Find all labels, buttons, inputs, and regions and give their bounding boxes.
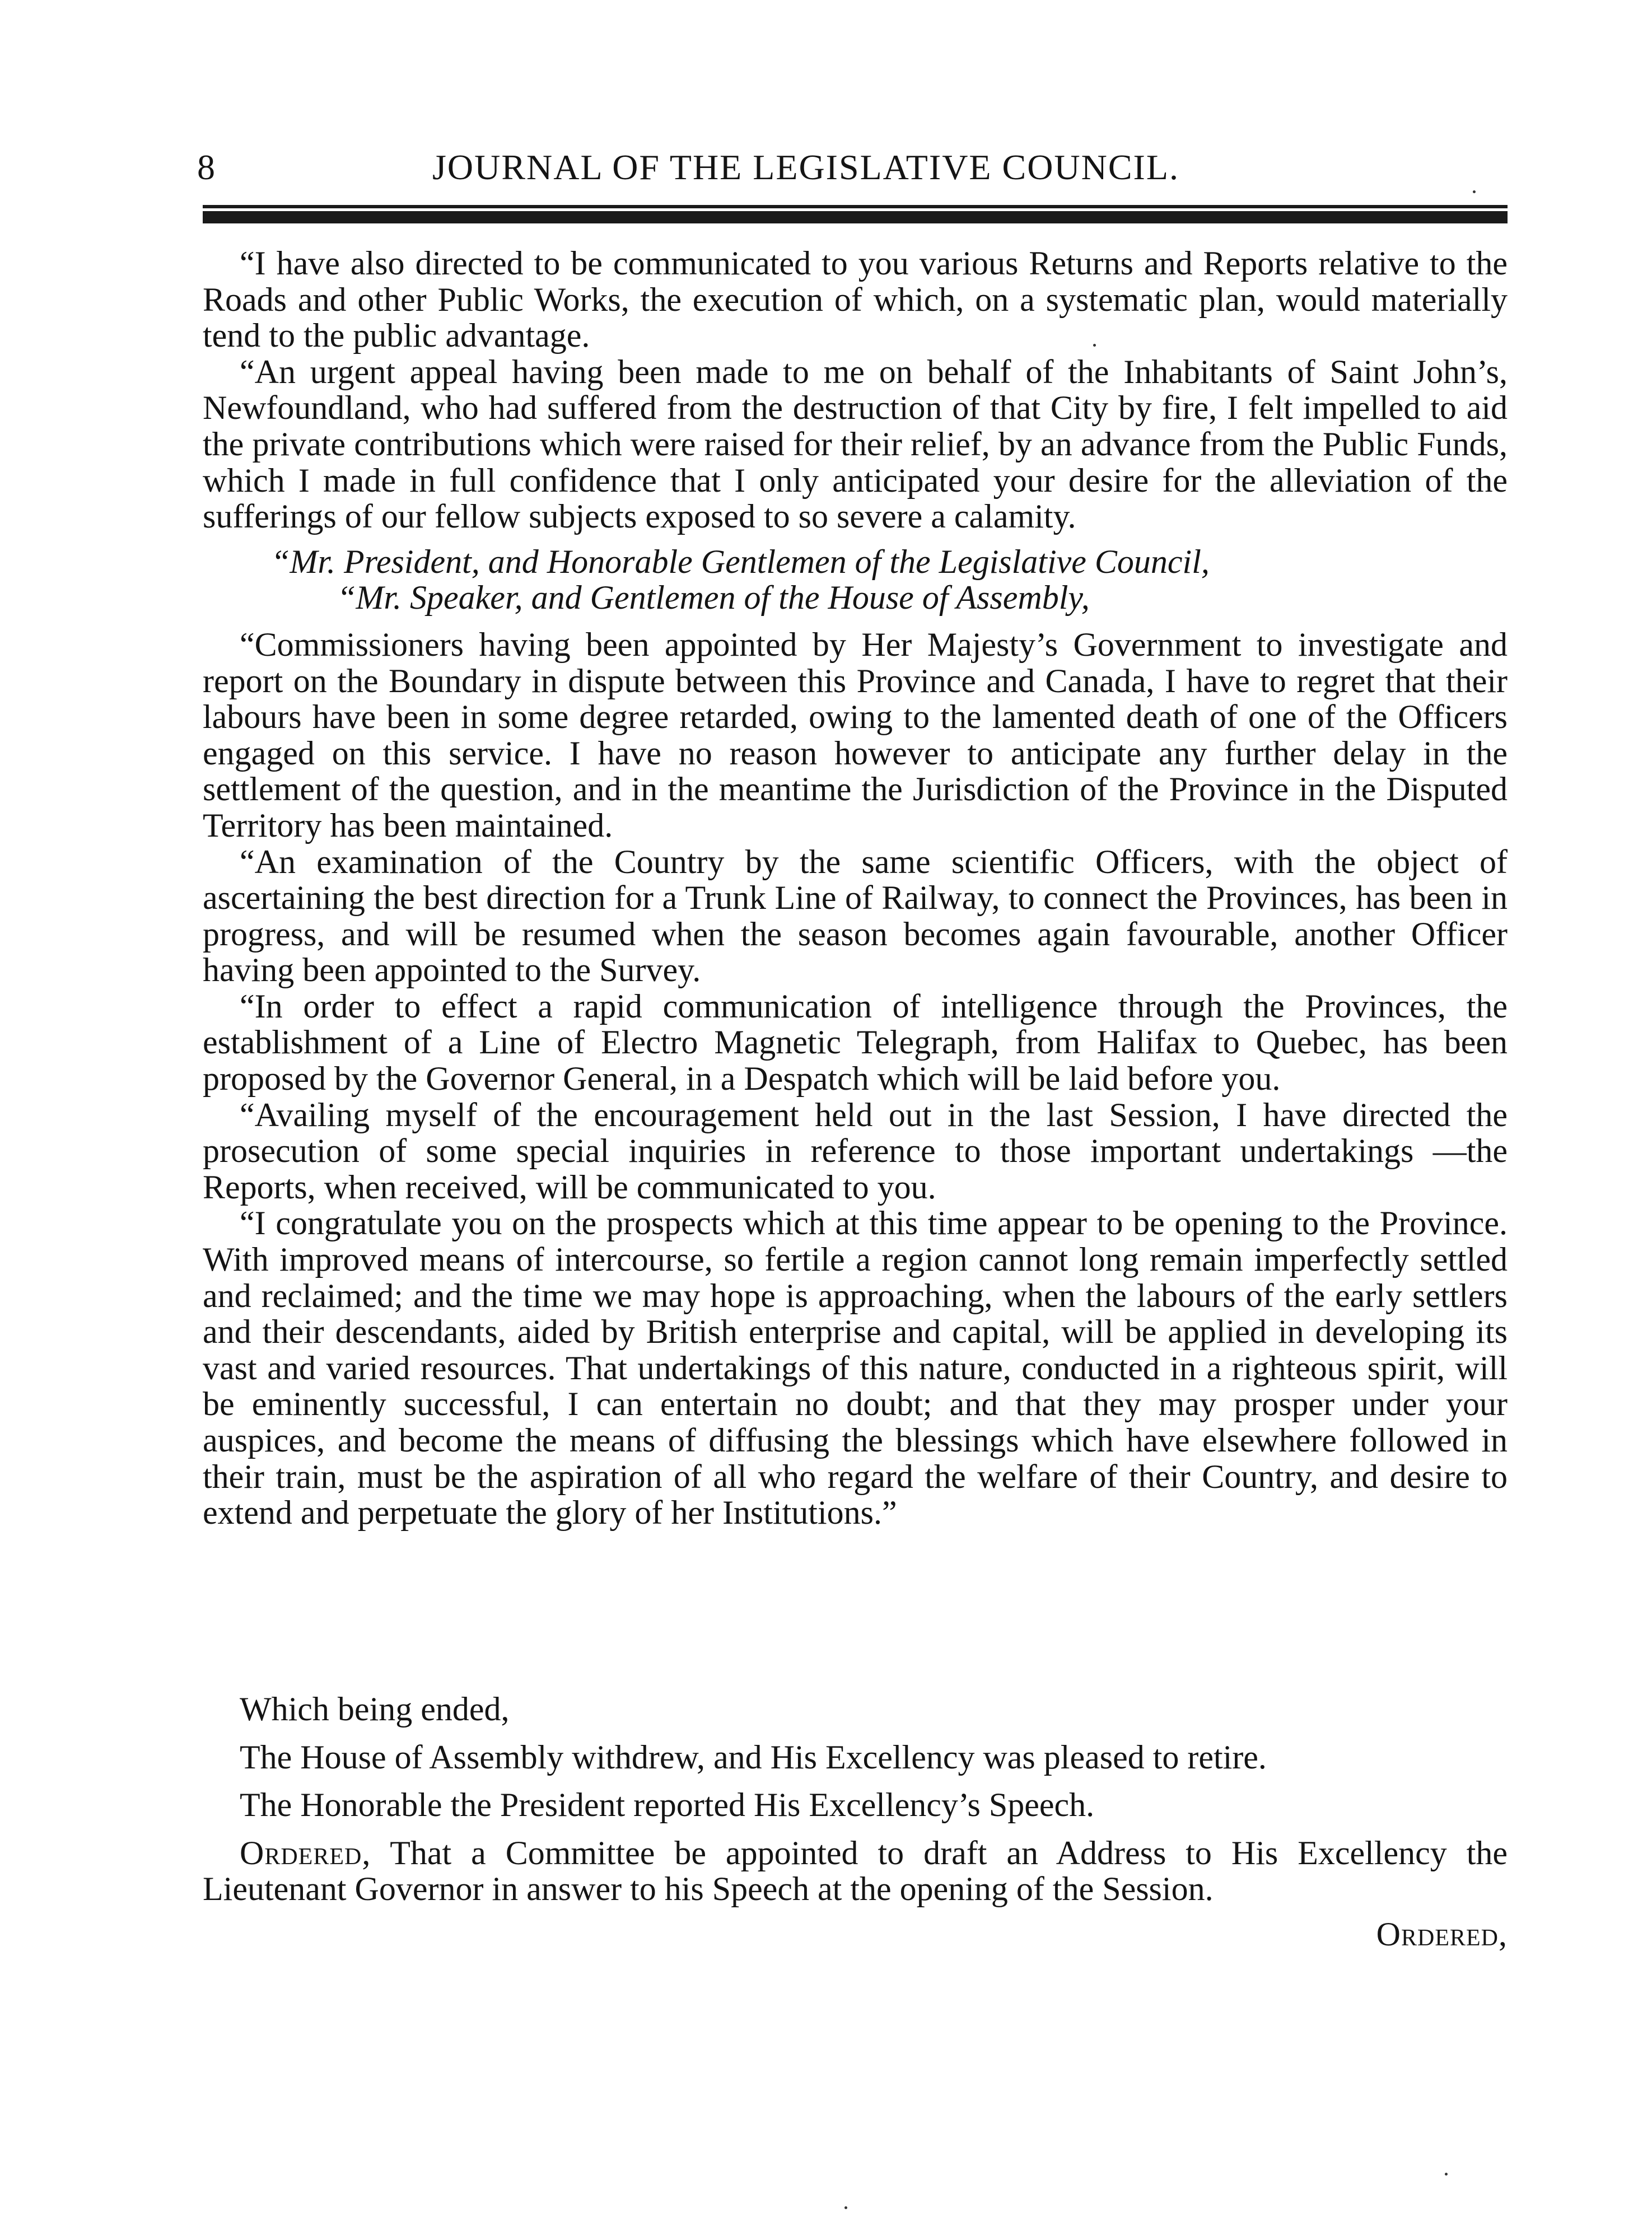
header-rule-thin [203,205,1508,208]
speech-paragraph-returns: “I have also directed to be communicated to you various Returns and Reports relative to the Roads and other Public Works, the execution of which, on a systematic plan, would materially tend to the public advantage. [203,245,1508,354]
salutation [203,544,1508,616]
speech-body [203,245,1508,1531]
print-speck [1473,190,1476,193]
proceedings-line-reported: The Honorable the President reported His Excellency’s Speech. [240,1786,1095,1824]
print-speck [1445,2173,1448,2176]
header-rule-thick [203,211,1508,223]
page-number: 8 [197,147,216,187]
speech-paragraph-boundary: “Commissioners having been appointed by Her Majesty’s Government to investigate and report on the Boundary in dispute between this Province and Canada, I have to regret that their labours have been in some degree retarded, owing to the lamented death of one of the Officers engaged on this service. I have no reason however to anticipate any further delay in the settlement of the question, and in the meantime the Jurisdiction of the Province in the Disputed Territory has been maintained. [203,625,1508,844]
speech-paragraph-newfoundland: “An urgent appeal having been made to me on behalf of the Inhabitants of Saint John’s, Newfoundland, who had suffered from the destruction of that City by fire, I felt impelled to aid the private contributions which were raised for their relief, by an advance from the Public Funds, which I made in full confidence that I only anticipated your desire for the alleviation of the sufferings of our fellow subjects exposed to so severe a calamity. [203,353,1508,535]
proceedings [203,1691,1508,1919]
speech-paragraph-telegraph: “In order to effect a rapid communication of intelligence through the Provinces, the establishment of a Line of Electro Magnetic Telegraph, from Halifax to Quebec, has been proposed by the Governor General, in a Despatch which will be laid before you. [203,987,1508,1098]
running-title: JOURNAL OF THE LEGISLATIVE COUNCIL. [432,147,1179,187]
speech-paragraph-railway: “An examination of the Country by the same scientific Officers, with the object of ascertaining the best direction for a Trunk Line of Railway, to connect the Provinces, has been in progress, and will be resumed when the season becomes again favourable, another Officer having been appointed to the Survey. [203,843,1508,989]
proceedings-line-withdrew: The House of Assembly withdrew, and His Excellency was pleased to retire. [240,1738,1267,1776]
salutation-assembly: “Mr. Speaker, and Gentlemen of the House of Assembly, [337,579,1090,617]
order-keyword: Ordered, [240,1834,371,1871]
order-text: That a Committee be appointed to draft an Address to His Excellency the Lieutenant Governor in answer to his Speech at the opening of the Session. [203,1834,1508,1908]
speech-paragraph-prospects: “I congratulate you on the prospects which at this time appear to be opening to the Province. With improved means of intercourse, so fertile a region cannot long remain imperfectly settled and reclaimed; and the time we may hope is approaching, when the labours of the early settlers and their descendants, aided by British enterprise and capital, will be applied in developing its vast and varied resources. That undertakings of this nature, conducted in a righteous spirit, will be eminently successful, I can entertain no doubt; and that they may prosper under your auspices, and become the means of diffusing the blessings which have elsewhere followed in their train, must be the aspiration of all who regard the welfare of their Country, and desire to extend and perpetuate the glory of her Institutions.” [203,1205,1508,1532]
print-speck [844,2206,847,2209]
proceedings-order [203,1835,1508,1907]
speech-paragraph-inquiries: “Availing myself of the encouragement held out in the last Session, I have directed the prosecution of some special inquiries in reference to those important undertakings —the Reports, when received, will be communicated to you. [203,1096,1508,1206]
catchword: Ordered, [1376,1916,1508,1953]
proceedings-line-ended: Which being ended, [240,1691,510,1728]
print-speck [1093,344,1096,347]
salutation-council: “Mr. President, and Honorable Gentlemen of the Legislative Council, [271,543,1210,580]
running-header [197,147,1513,192]
